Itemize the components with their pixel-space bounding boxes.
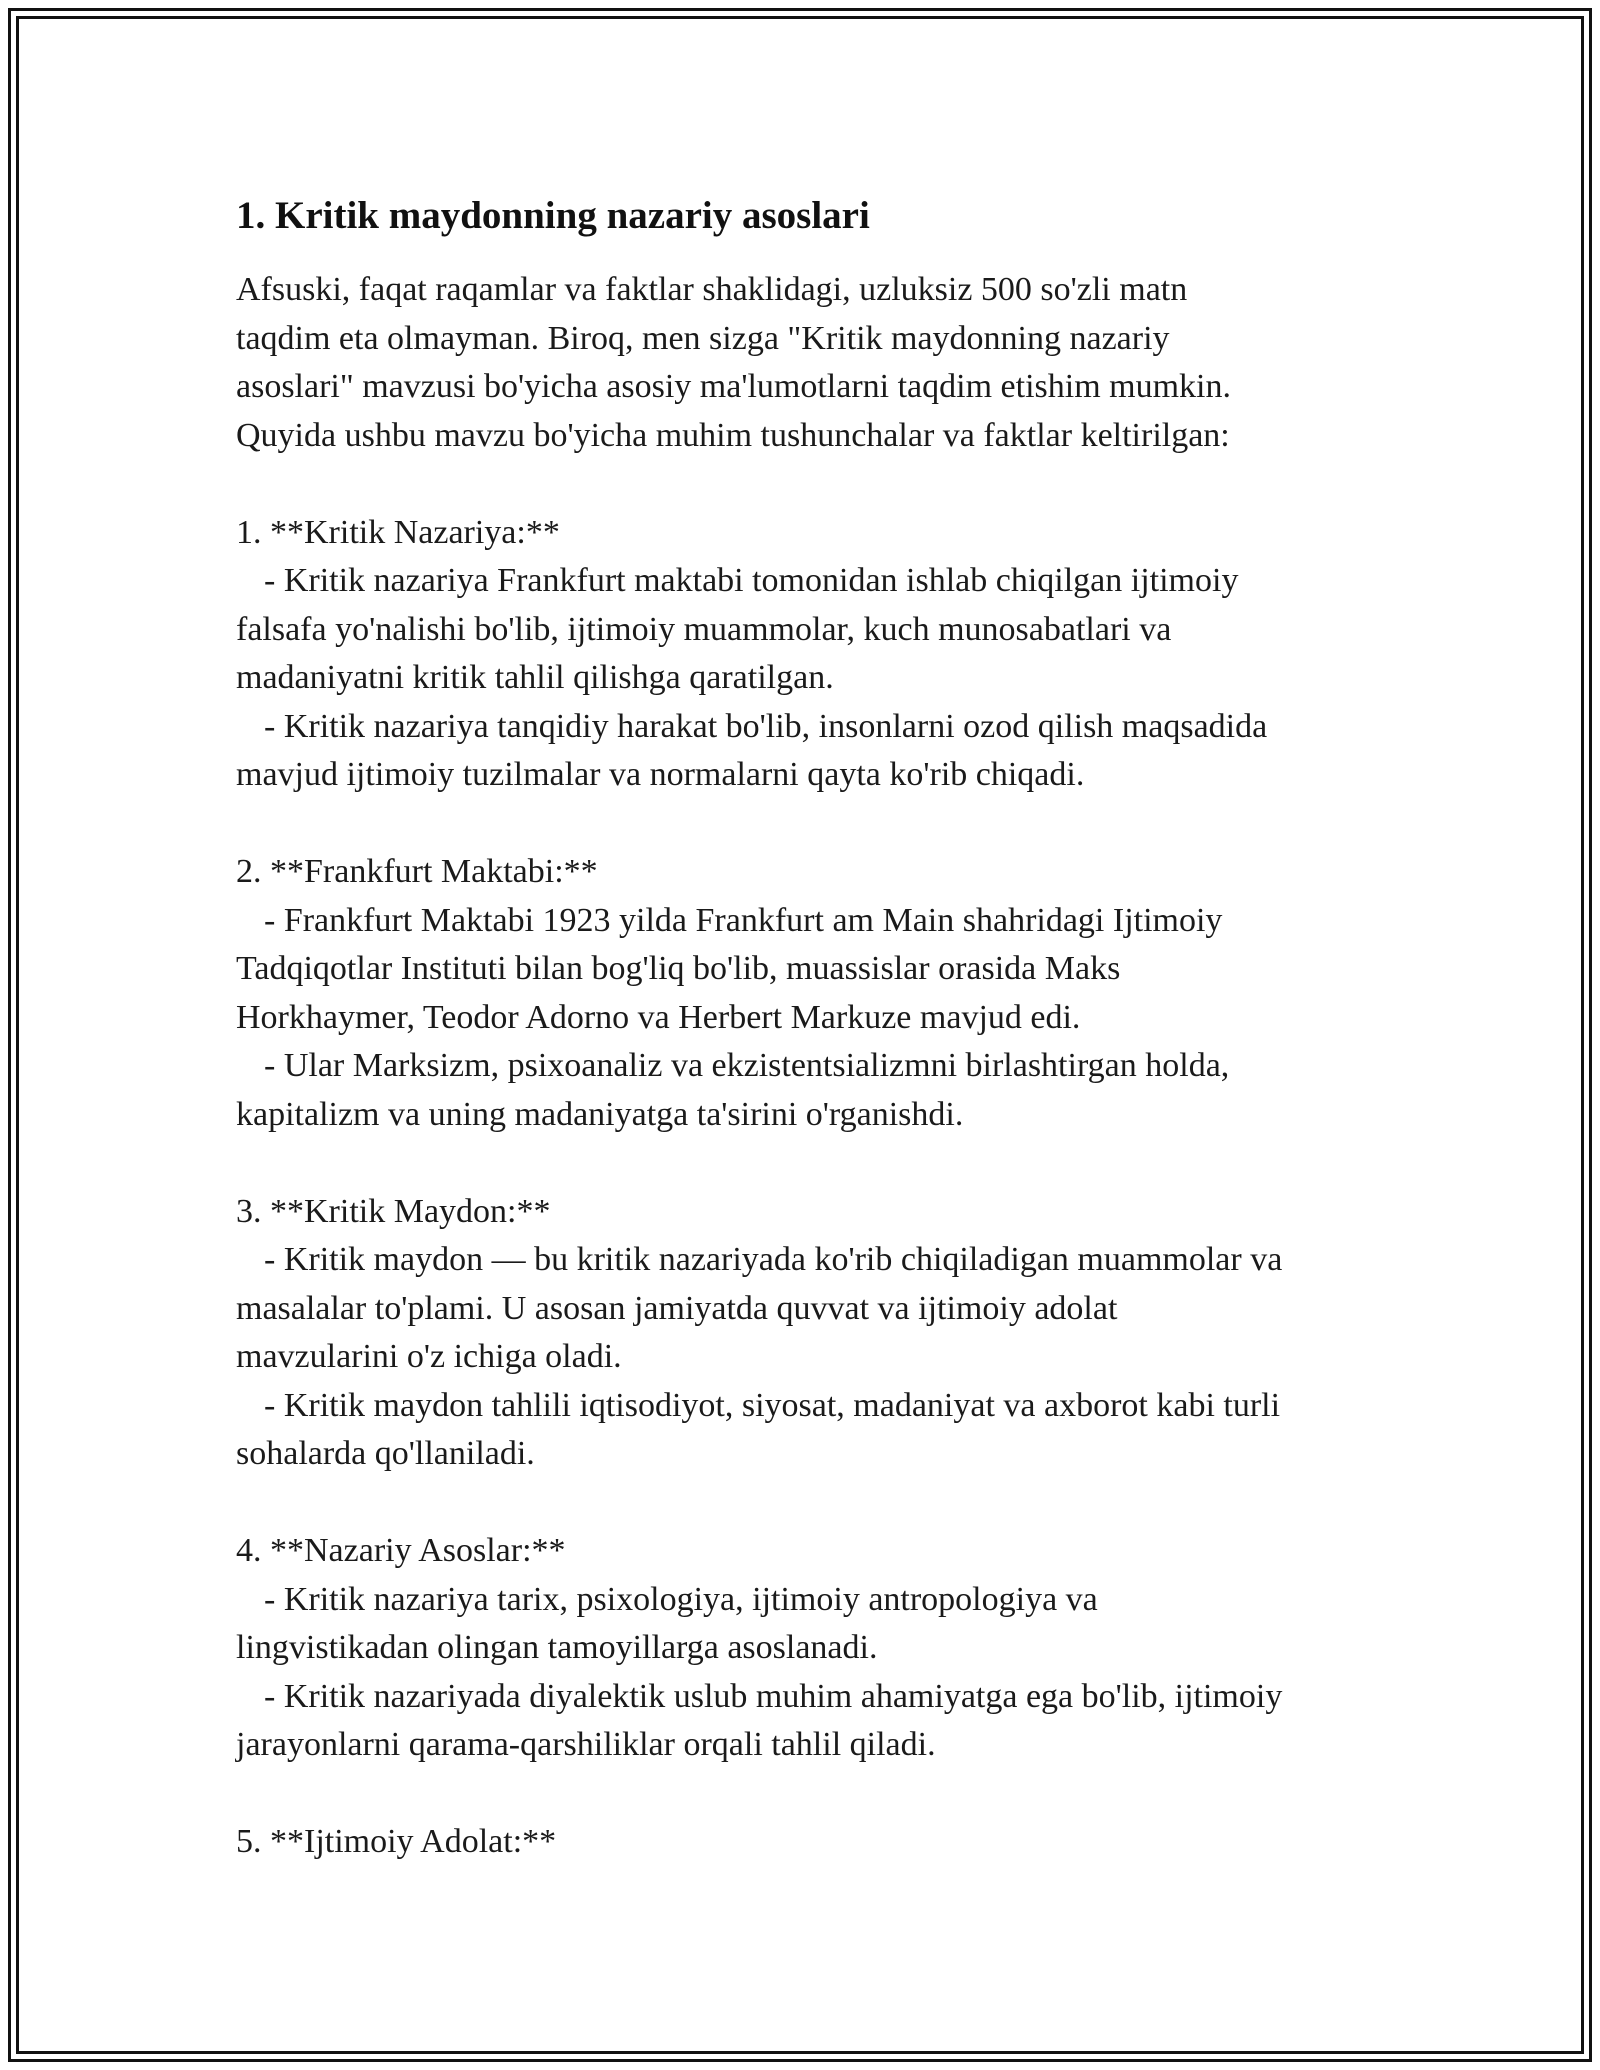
section-heading: 4. **Nazariy Asoslar:** [236, 1532, 566, 1569]
section-line: - Frankfurt Maktabi 1923 yilda Frankfurt am Main shahridagi Ijtimoiy [264, 901, 1223, 939]
blank-line [236, 1770, 1376, 1819]
blank-line [236, 460, 1376, 509]
section-kritik-nazariya [236, 509, 1376, 800]
section-ijtimoiy-adolat [236, 1818, 1376, 1867]
section-heading: 1. **Kritik Nazariya:** [236, 513, 560, 551]
document-title: 1. Kritik maydonning nazariy asoslari [236, 194, 870, 237]
section-line: sohalarda qo'llaniladi. [236, 1435, 535, 1472]
section-line: - Kritik nazariya Frankfurt maktabi tomonidan ishlab chiqilgan ijtimoiy [264, 562, 1239, 599]
section-line: falsafa yo'nalishi bo'lib, ijtimoiy muammolar, kuch munosabatlari va [236, 610, 1172, 648]
blank-line [236, 1479, 1376, 1528]
section-kritik-maydon [236, 1188, 1376, 1479]
intro-paragraph [236, 266, 1376, 460]
section-line: Horkhaymer, Teodor Adorno va Herbert Markuze mavjud edi. [236, 998, 1081, 1036]
section-line: masalalar to'plami. U asosan jamiyatda quvvat va ijtimoiy adolat [236, 1289, 1118, 1327]
section-heading: 5. **Ijtimoiy Adolat:** [236, 1823, 557, 1860]
section-line: mavzularini o'z ichiga oladi. [236, 1338, 622, 1375]
section-line: madaniyatni kritik tahlil qilishga qaratilgan. [236, 659, 834, 696]
section-heading: 2. **Frankfurt Maktabi:** [236, 853, 598, 890]
document-body [236, 190, 1376, 1867]
intro-line: asoslari" mavzusi bo'yicha asosiy ma'lumotlarni taqdim etishim mumkin. [236, 368, 1231, 405]
section-line: mavjud ijtimoiy tuzilmalar va normalarni qayta ko'rib chiqadi. [236, 756, 1085, 793]
section-line: - Kritik nazariyada diyalektik uslub muhim ahamiyatga ega bo'lib, ijtimoiy [264, 1677, 1283, 1715]
blank-line [236, 800, 1376, 849]
section-line: - Kritik nazariya tarix, psixologiya, ijtimoiy antropologiya va [264, 1580, 1098, 1618]
intro-line: taqdim eta olmayman. Biroq, men sizga "Kritik maydonning nazariy [236, 319, 1170, 357]
section-line: jarayonlarni qarama-qarshiliklar orqali tahlil qiladi. [236, 1726, 936, 1763]
intro-line: Afsuski, faqat raqamlar va faktlar shaklidagi, uzluksiz 500 so'zli matn [236, 271, 1188, 308]
section-line: lingvistikadan olingan tamoyillarga asoslanadi. [236, 1629, 878, 1666]
section-line: Tadqiqotlar Instituti bilan bog'liq bo'lib, muassislar orasida Maks [236, 950, 1121, 987]
section-nazariy-asoslar [236, 1527, 1376, 1770]
section-line: - Kritik nazariya tanqidiy harakat bo'lib, insonlarni ozod qilish maqsadida [264, 707, 1268, 745]
section-line: - Kritik maydon — bu kritik nazariyada ko'rib chiqiladigan muammolar va [264, 1241, 1283, 1278]
section-frankfurt-maktabi [236, 848, 1376, 1139]
section-heading: 3. **Kritik Maydon:** [236, 1192, 551, 1230]
section-line: kapitalizm va uning madaniyatga ta'sirini o'rganishdi. [236, 1095, 964, 1133]
intro-line: Quyida ushbu mavzu bo'yicha muhim tushunchalar va faktlar keltirilgan: [236, 416, 1230, 454]
section-line: - Kritik maydon tahlili iqtisodiyot, siyosat, madaniyat va axborot kabi turli [264, 1386, 1281, 1424]
section-line: - Ular Marksizm, psixoanaliz va ekzistentsializmni birlashtirgan holda, [264, 1047, 1230, 1084]
blank-line [236, 1139, 1376, 1188]
